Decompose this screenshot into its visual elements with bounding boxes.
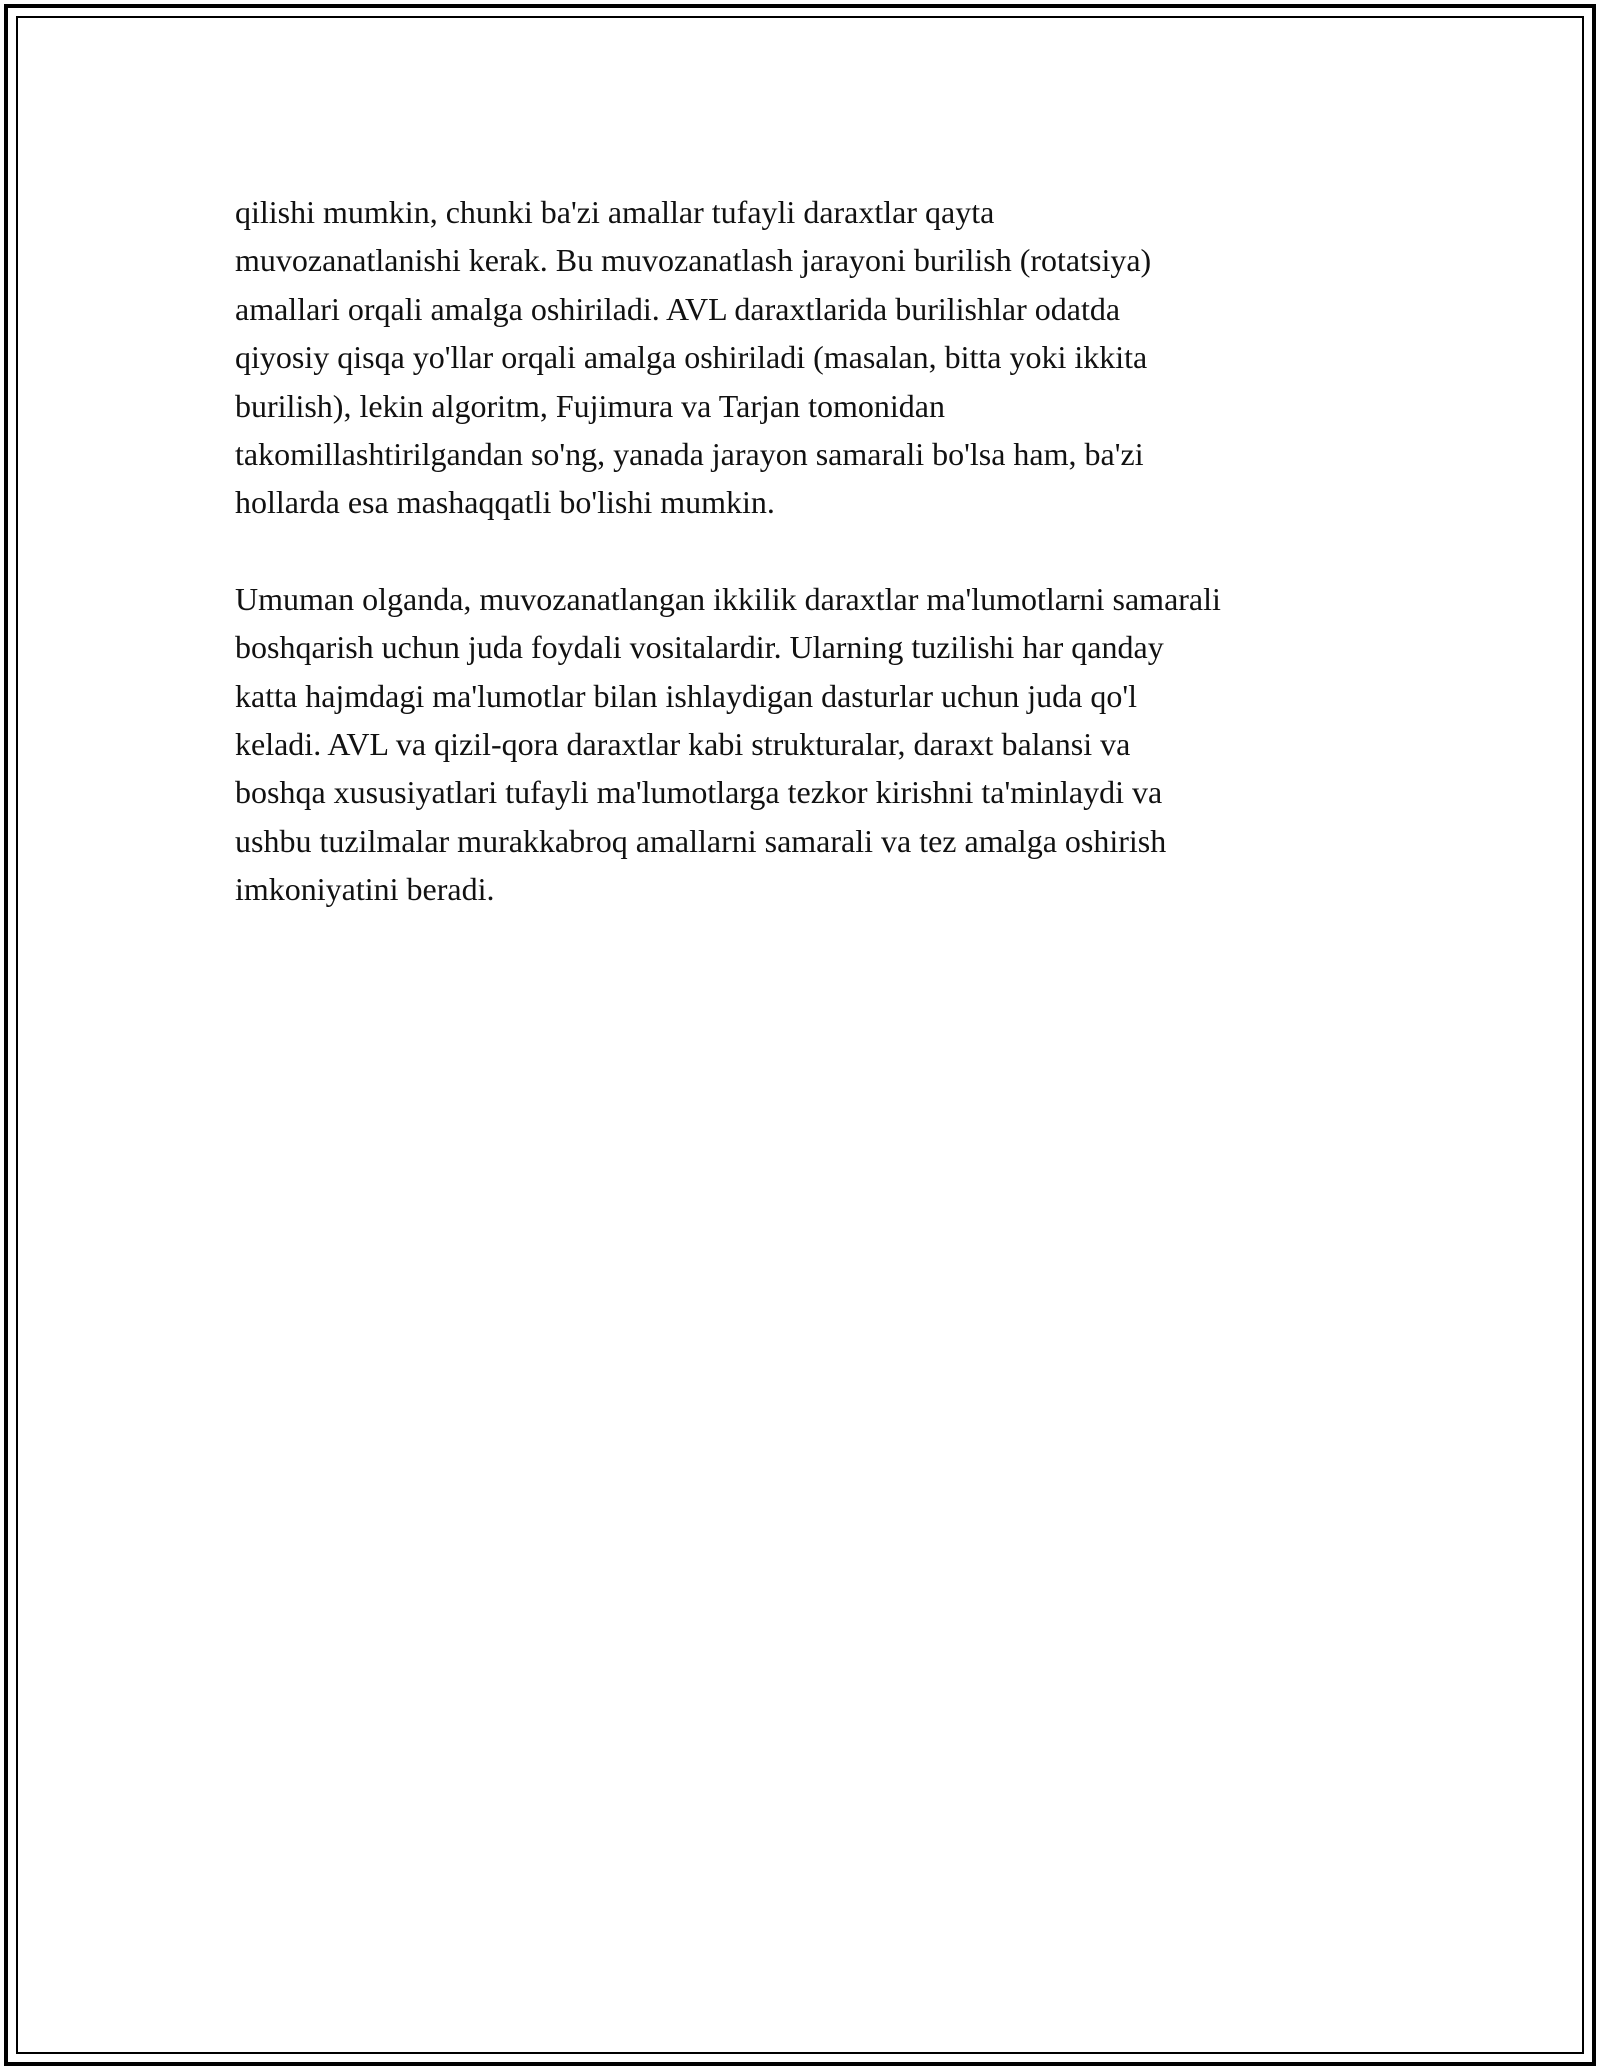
text-line: keladi. AVL va qizil-qora daraxtlar kabi strukturalar, daraxt balansi va <box>235 726 1131 763</box>
paragraph-1 <box>235 188 1385 527</box>
text-line: katta hajmdagi ma'lumotlar bilan ishlaydigan dasturlar uchun juda qo'l <box>235 677 1137 714</box>
text-line: hollarda esa mashaqqatli bo'lishi mumkin. <box>235 484 775 521</box>
text-line: muvozanatlanishi kerak. Bu muvozanatlash jarayoni burilish (rotatsiya) <box>235 242 1152 279</box>
text-line: Umuman olganda, muvozanatlangan ikkilik daraxtlar ma'lumotlarni samarali <box>235 580 1221 617</box>
text-line: ushbu tuzilmalar murakkabroq amallarni samarali va tez amalga oshirish <box>235 822 1167 859</box>
text-line: boshqa xususiyatlari tufayli ma'lumotlarga tezkor kirishni ta'minlaydi va <box>235 774 1163 811</box>
text-line: takomillashtirilgandan so'ng, yanada jarayon samarali bo'lsa ham, ba'zi <box>235 436 1144 473</box>
text-line: amallari orqali amalga oshiriladi. AVL daraxtlarida burilishlar odatda <box>235 290 1121 327</box>
text-line: imkoniyatini beradi. <box>235 871 495 908</box>
text-line: qilishi mumkin, chunki ba'zi amallar tufayli daraxtlar qayta <box>235 194 995 230</box>
text-line: boshqarish uchun juda foydali vositalardir. Ularning tuzilishi har qanday <box>235 629 1164 666</box>
paragraph-2 <box>235 575 1385 914</box>
document-body <box>235 188 1385 962</box>
text-line: qiyosiy qisqa yo'llar orqali amalga oshiriladi (masalan, bitta yoki ikkita <box>235 339 1148 376</box>
text-line: burilish), lekin algoritm, Fujimura va Tarjan tomonidan <box>235 387 945 424</box>
